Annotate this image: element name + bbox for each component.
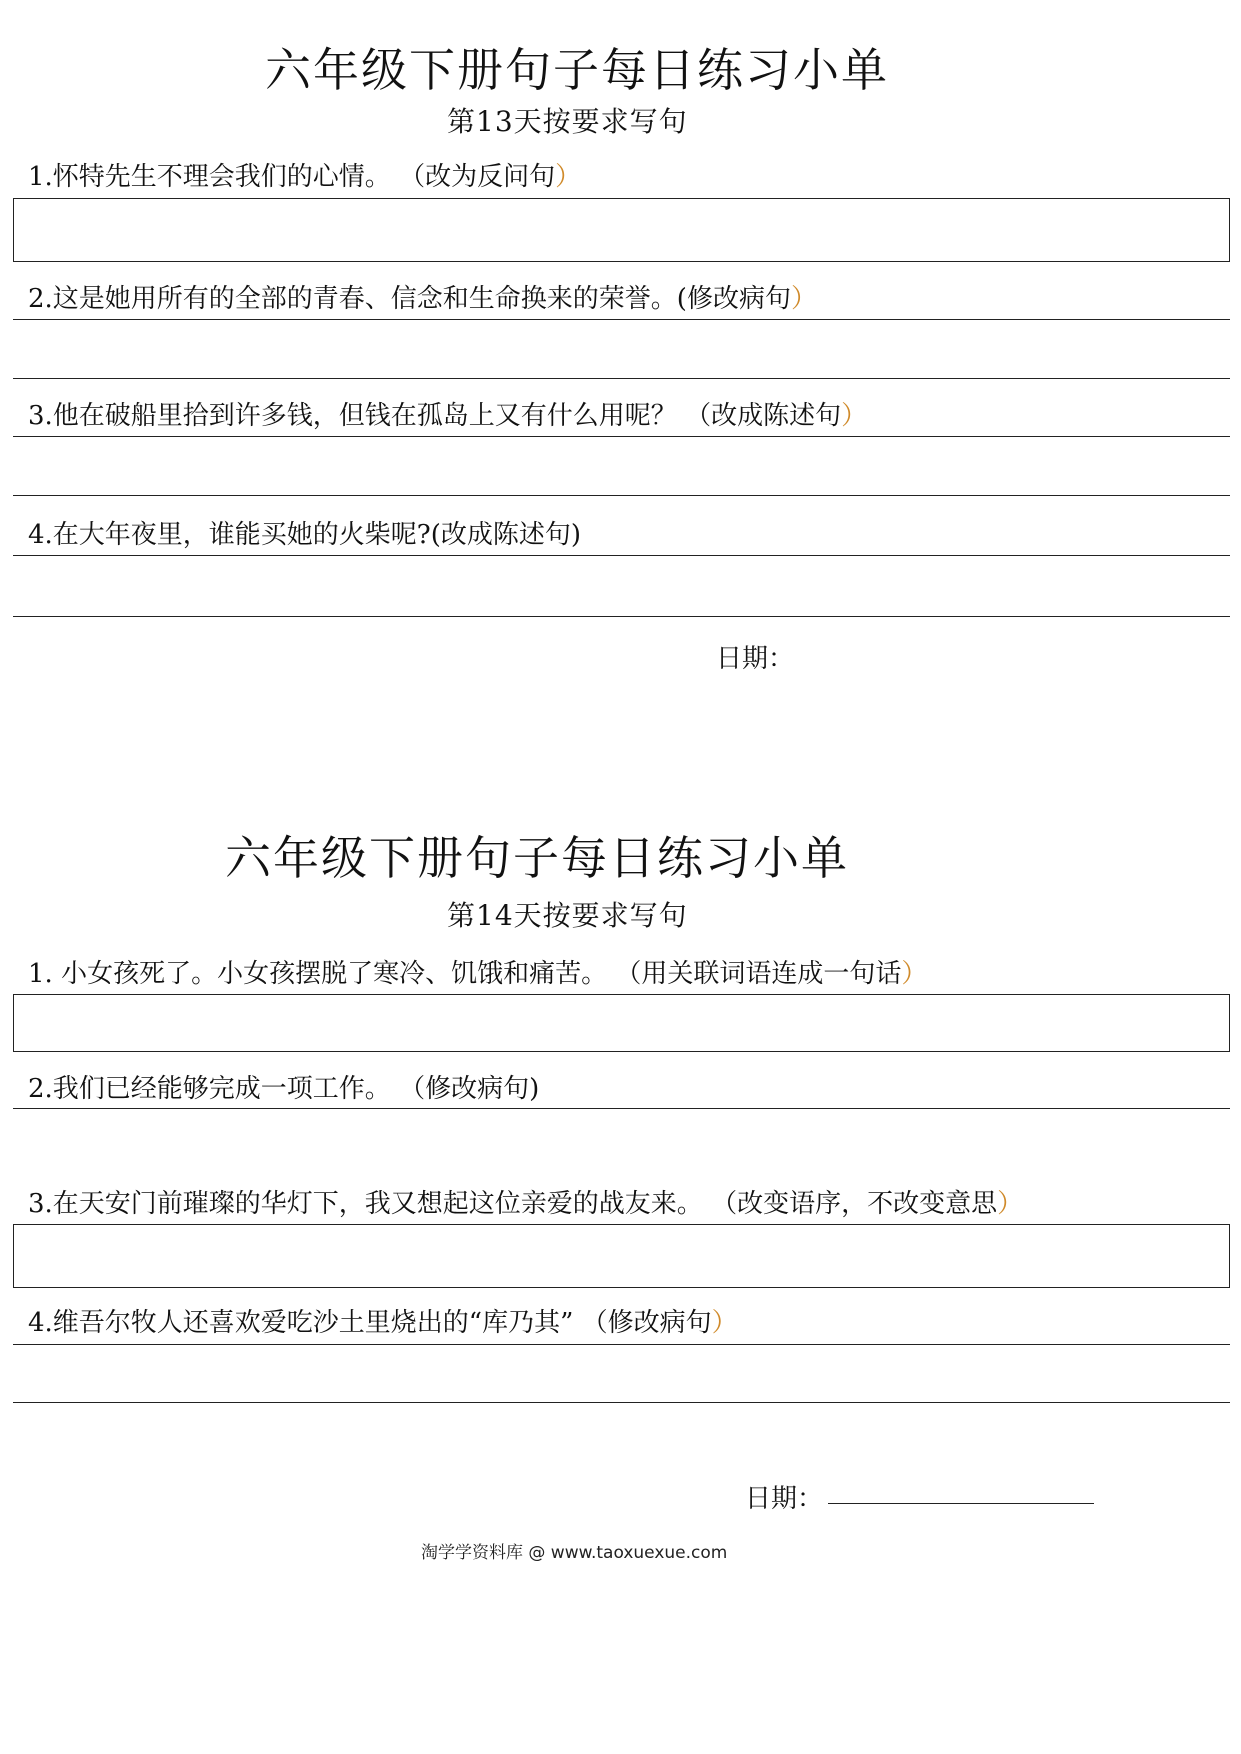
footer-watermark: 淘学学资料库 @ www.taoxuexue.com: [421, 1543, 728, 1563]
sheet2-answer-box-3[interactable]: [13, 1224, 1230, 1288]
sheet1-question-1: 1.怀特先生不理会我们的心情。 （改为反问句）: [28, 162, 582, 192]
sheet1-date-label: 日期：: [716, 644, 795, 674]
sheet1-answer-line-2a[interactable]: [13, 319, 1230, 320]
sheet2-title: 六年级下册句子每日练习小单: [225, 831, 849, 885]
sheet2-answer-line-2[interactable]: [13, 1108, 1230, 1109]
sheet2-question-1: 1. 小女孩死了。小女孩摆脱了寒冷、饥饿和痛苦。 （用关联词语连成一句话）: [28, 959, 928, 989]
sheet1-question-4: 4.在大年夜里，谁能买她的火柴呢?(改成陈述句): [28, 520, 582, 550]
sheet1-title: 六年级下册句子每日练习小单: [265, 43, 889, 97]
sheet1-answer-line-4b[interactable]: [13, 616, 1230, 617]
sheet2-question-4: 4.维吾尔牧人还喜欢爱吃沙土里烧出的“库乃其” （修改病句）: [28, 1308, 738, 1338]
sheet2-subtitle: 第14天按要求写句: [447, 899, 688, 932]
sheet2-answer-line-4a[interactable]: [13, 1344, 1230, 1345]
sheet1-question-3: 3.他在破船里拾到许多钱，但钱在孤岛上又有什么用呢？ （改成陈述句）: [28, 401, 868, 431]
sheet1-question-2: 2.这是她用所有的全部的青春、信念和生命换来的荣誉。(修改病句）: [28, 284, 817, 314]
sheet1-answer-line-3b[interactable]: [13, 495, 1230, 496]
sheet2-question-2: 2.我们已经能够完成一项工作。 （修改病句): [28, 1074, 540, 1104]
sheet2-answer-line-4b[interactable]: [13, 1402, 1230, 1403]
sheet2-date-label: 日期：: [745, 1484, 824, 1514]
sheet1-answer-line-4a[interactable]: [13, 555, 1230, 556]
sheet1-answer-box-1[interactable]: [13, 198, 1230, 262]
sheet2-answer-box-1[interactable]: [13, 994, 1230, 1052]
sheet1-answer-line-2b[interactable]: [13, 378, 1230, 379]
sheet1-answer-line-3a[interactable]: [13, 436, 1230, 437]
sheet2-date-line[interactable]: [828, 1503, 1094, 1504]
sheet1-subtitle: 第13天按要求写句: [447, 105, 688, 138]
sheet2-question-3: 3.在天安门前璀璨的华灯下，我又想起这位亲爱的战友来。 （改变语序，不改变意思）: [28, 1189, 1024, 1219]
